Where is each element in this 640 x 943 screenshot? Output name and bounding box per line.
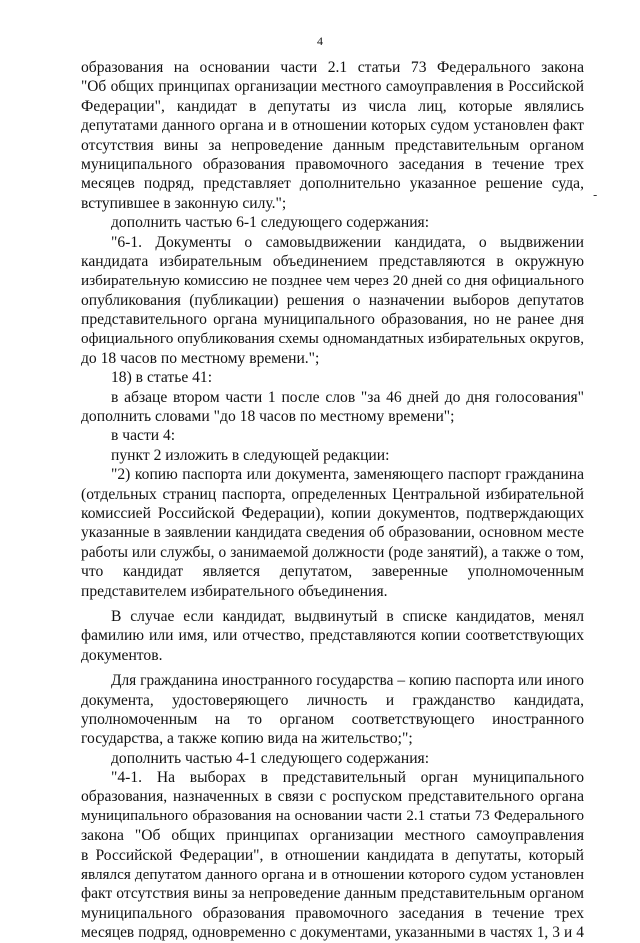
text-line: (отдельных страниц паспорта, определенных Центральной избирательной	[81, 485, 584, 503]
text-line: официального опубликования схемы одномандатных избирательных округов,	[81, 330, 584, 348]
text-line: что кандидат является депутатом, заверенные уполномоченным	[81, 563, 584, 581]
text-line: Федерации", кандидат в депутаты из числа лиц, которые являлись	[81, 97, 584, 115]
text-line: работы или службы, о занимаемой должности (роде занятий), а также о том,	[81, 543, 584, 561]
text-line: в части 4:	[111, 427, 176, 445]
text-line: отсутствия вины за непроведение данным представительным органом	[81, 136, 584, 154]
text-line: дополнить частью 6-1 следующего содержания:	[111, 214, 430, 232]
stray-mark: -	[593, 188, 598, 202]
text-line: уполномоченным на то органом соответствующего иностранного	[81, 710, 584, 728]
text-line: муниципального образования на основании части 2.1 статьи 73 Федерального	[81, 807, 584, 824]
text-line: являлся депутатом данного органа и в отношении которого судом установлен	[81, 866, 584, 884]
text-line: указанные в заявлении кандидата сведения об образовании, основном месте	[81, 524, 584, 542]
text-line: кандидата избирательным объединением представляются в окружную	[81, 252, 584, 270]
text-line: месяцев подряд, представляет дополнительно указанное решение суда,	[81, 175, 584, 193]
text-line: в абзаце втором части 1 после слов "за 46 дней до дня голосования"	[111, 388, 584, 406]
text-line: "Об общих принципах организации местного самоуправления в Российской	[81, 78, 584, 96]
text-line: образования, назначенных в связи с роспуском представительного органа	[81, 788, 584, 806]
text-line: муниципального образования правомочного заседания в течение трех	[81, 904, 584, 922]
text-line: "2) копию паспорта или документа, заменяющего паспорт гражданина	[111, 466, 584, 484]
text-line: представительного органа муниципального образования, но не ранее дня	[81, 311, 584, 329]
text-line: опубликования (публикации) решения о назначении выборов депутатов	[81, 291, 584, 309]
text-line: закона "Об общих принципах организации местного самоуправления	[81, 827, 584, 845]
text-line: "4-1. На выборах в представительный орган муниципального	[111, 769, 584, 787]
text-line: дополнить частью 4-1 следующего содержания:	[111, 749, 430, 767]
page-number: 4	[317, 34, 323, 48]
text-line: месяцев подряд, одновременно с документами, указанными в частях 1, 3 и 4	[81, 924, 584, 942]
text-line: в Российской Федерации", в отношении кандидата в депутаты, который	[81, 846, 584, 864]
text-line: муниципального образования правомочного заседания в течение трех	[81, 155, 584, 173]
text-line: до 18 часов по местному времени.";	[81, 349, 320, 367]
text-line: В случае если кандидат, выдвинутый в списке кандидатов, менял	[111, 607, 584, 625]
text-line: образования на основании части 2.1 статьи 73 Федерального закона	[81, 59, 584, 76]
text-line: 18) в статье 41:	[111, 369, 213, 387]
text-line: документов.	[81, 646, 163, 664]
text-line: вступившее в законную силу.";	[81, 194, 287, 212]
text-line: государства, а также копию вида на жительство;";	[81, 730, 413, 748]
document-body	[81, 58, 584, 943]
text-line: "6-1. Документы о самовыдвижении кандидата, о выдвижении	[111, 233, 584, 251]
text-line: дополнить словами "до 18 часов по местному времени";	[81, 408, 455, 426]
text-line: избирательную комиссию не позднее чем через 20 дней со дня официального	[81, 272, 584, 290]
text-line: пункт 2 изложить в следующей редакции:	[111, 446, 390, 464]
text-line: документа, удостоверяющего личность и гражданство кандидата,	[81, 691, 584, 709]
text-line: факт отсутствия вины за непроведение данным представительным органом	[81, 885, 584, 903]
text-line: комиссией Российской Федерации), копии документов, подтверждающих	[81, 504, 584, 522]
text-line: представителем избирательного объединения.	[81, 582, 388, 600]
text-line: Для гражданина иностранного государства – копию паспорта или иного	[111, 672, 584, 690]
text-line: фамилию или имя, или отчество, представляются копии соответствующих	[81, 627, 584, 645]
text-line: депутатами данного органа и в отношении которых судом установлен факт	[81, 117, 584, 135]
